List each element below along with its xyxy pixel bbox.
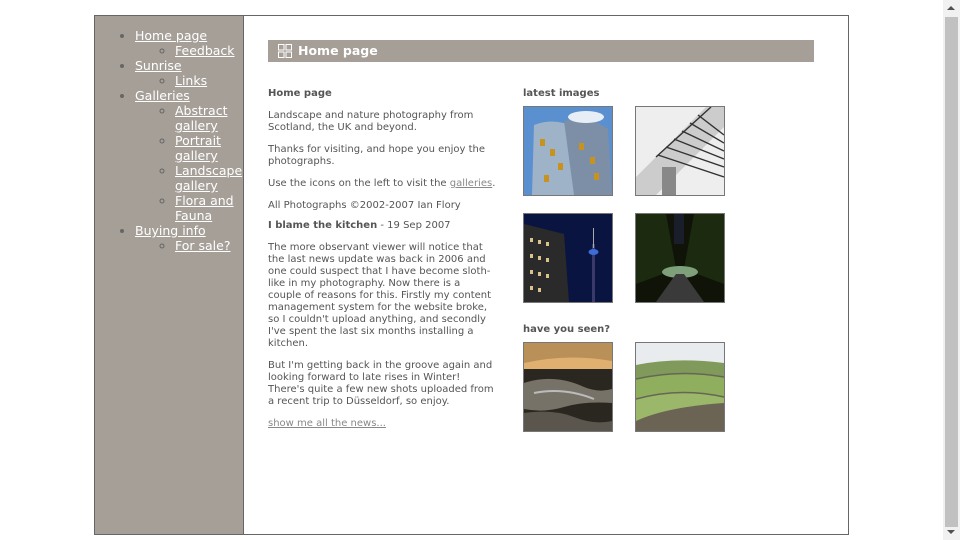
night-avenue-photo[interactable] (635, 213, 725, 303)
nav-item-galleries (135, 88, 243, 223)
sidebar (95, 16, 244, 534)
night-tower-photo[interactable] (523, 213, 613, 303)
nav-item-sunrise (135, 58, 243, 88)
intro-paragraph-3-text: Use the icons on the left to visit the (268, 178, 450, 189)
main-content (268, 40, 814, 510)
have-you-seen-grid (523, 342, 733, 432)
nav-link-home[interactable]: Home page (135, 28, 208, 43)
nav-subitem-links (175, 73, 243, 88)
chevron-up-icon (947, 6, 955, 10)
intro-paragraph-2: Thanks for visiting, and hope you enjoy the photographs. (268, 144, 486, 167)
nav-link-flora-fauna[interactable]: Flora and Fauna (175, 193, 234, 223)
chevron-down-icon (947, 530, 955, 534)
intro-paragraph-3 (268, 178, 496, 190)
news-link-para (268, 418, 496, 430)
grid-icon (278, 44, 292, 58)
nav-menu (135, 28, 243, 253)
page-frame (94, 15, 849, 535)
news-paragraph-1: The more observant viewer will notice that the last news update was back in 2006 and one could suspect that I have become sloth-like in my photography. Now there is a couple of reasons for this. Firstly my content management system for the website broke, so I couldn't upload anything, and secondly I've spent the last six months installing a kitchen. (268, 242, 492, 349)
rocky-shore-photo[interactable] (523, 342, 613, 432)
page-title-bar (268, 40, 814, 62)
copyright: All Photographs ©2002-2007 Ian Flory (268, 200, 461, 211)
green-hills-photo-image (636, 343, 724, 431)
rocky-shore-photo-image (524, 343, 612, 431)
news-title: I blame the kitchen (268, 220, 378, 231)
nav-link-for-sale[interactable]: For sale? (175, 238, 231, 253)
nav-link-landscape-gallery[interactable]: Landscape gallery (175, 163, 243, 193)
nav-subitem-landscape (175, 163, 243, 193)
latest-images-grid (523, 106, 733, 320)
intro-paragraph-3-end: . (492, 178, 496, 189)
night-tower-photo-image (524, 214, 612, 302)
page-title: Home page (298, 43, 378, 58)
intro-text (268, 88, 496, 440)
nav-link-links[interactable]: Links (175, 73, 208, 88)
night-avenue-photo-image (636, 214, 724, 302)
nav-subitem-for-sale (175, 238, 243, 253)
green-hills-photo[interactable] (635, 342, 725, 432)
news-header (268, 220, 496, 232)
nav-subitem-feedback (175, 43, 243, 58)
nav-subitem-portrait (175, 133, 243, 163)
content-heading: Home page (268, 88, 332, 99)
scroll-up-button[interactable] (943, 0, 960, 17)
glass-canopy-photo-image (636, 107, 724, 195)
latest-images-heading: latest images (523, 88, 600, 99)
nav-item-buying (135, 223, 243, 253)
nav-link-abstract-gallery[interactable]: Abstract gallery (175, 103, 228, 133)
news-paragraph-2: But I'm getting back in the groove again and looking forward to late rises in Winter! There's quite a few new shots uploaded from a recent trip to Düsseldorf, so enjoy. (268, 360, 494, 407)
building-curved-facade-photo[interactable] (523, 106, 613, 196)
scrollbar-thumb[interactable] (945, 17, 958, 527)
nav-subitem-abstract (175, 103, 243, 133)
glass-canopy-photo[interactable] (635, 106, 725, 196)
intro-paragraph-1: Landscape and nature photography from Scotland, the UK and beyond. (268, 110, 474, 133)
galleries-link[interactable]: galleries (449, 178, 493, 189)
have-you-seen-heading: have you seen? (523, 324, 611, 335)
nav-link-galleries[interactable]: Galleries (135, 88, 190, 103)
show-all-news-link[interactable]: show me all the news... (268, 418, 386, 429)
nav-item-home (135, 28, 243, 58)
scroll-down-button[interactable] (943, 523, 960, 540)
nav-link-sunrise[interactable]: Sunrise (135, 58, 182, 73)
nav-link-buying-info[interactable]: Buying info (135, 223, 206, 238)
news-date: - 19 Sep 2007 (377, 220, 451, 231)
vertical-scrollbar[interactable] (943, 0, 960, 540)
nav-subitem-flora (175, 193, 243, 223)
nav-link-feedback[interactable]: Feedback (175, 43, 235, 58)
nav-link-portrait-gallery[interactable]: Portrait gallery (175, 133, 221, 163)
building-curved-facade-photo-image (524, 107, 612, 195)
gallery-column (523, 88, 733, 432)
